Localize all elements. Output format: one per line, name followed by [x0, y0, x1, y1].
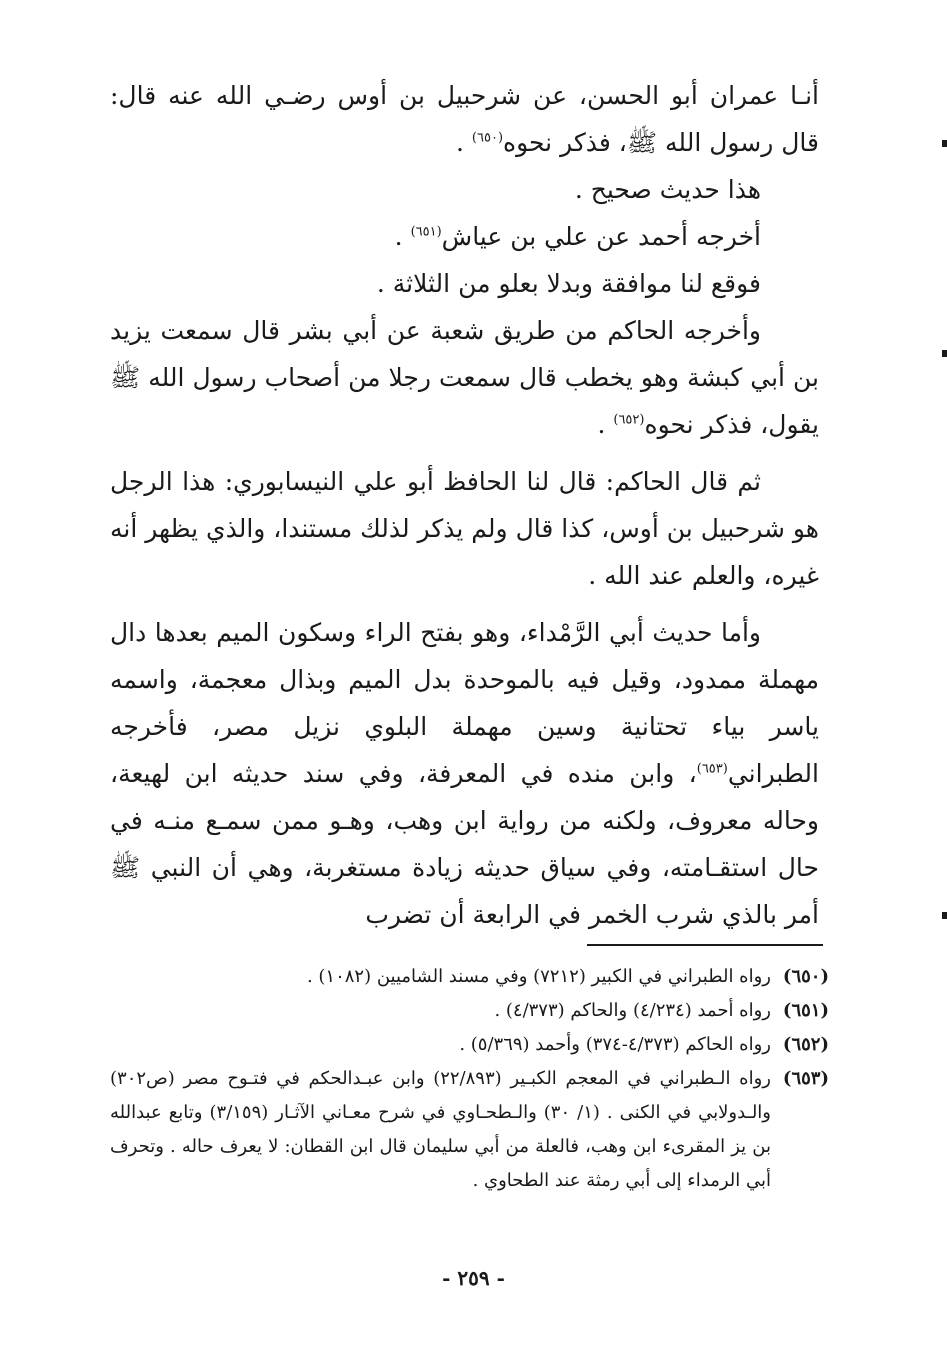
- page-number: - ٢٥٩ -: [442, 1266, 505, 1290]
- margin-mark: [942, 350, 947, 357]
- paragraph-4: فوقع لنا موافقة وبدلا بعلو من الثلاثة .: [376, 269, 761, 298]
- footnote-ref-650[interactable]: (٦٥٠): [471, 130, 504, 146]
- footnote-text: رواه أحمد (٤/٢٣٤) والحاكم (٤/٣٧٣) .: [494, 1000, 771, 1021]
- paragraph-3: أخرجه أحمد عن علي بن عياش$^{(٦٥١)}$ .: [394, 222, 761, 251]
- margin-mark: [942, 912, 947, 919]
- footnote-652: [110, 1028, 829, 1062]
- footnote-ref-652[interactable]: (٦٥٢): [613, 412, 645, 428]
- footnote-number: (٦٥٢): [782, 1034, 829, 1055]
- footnote-651: [110, 994, 829, 1028]
- paragraph-5: وأخرجه الحاكم من طريق شعبة عن أبي بشر قال سمعت يزيد بن أبي كبشة وهو يخطب قال سمعت رجلا من أصحاب رسول الله ﷺ يقول، فذكر نحوه$^{(٦٥٢)}$ .: [110, 316, 819, 439]
- footnote-text: رواه الطبراني في الكبير (٧٢١٢) وفي مسند الشاميين (١٠٨٢) .: [306, 966, 771, 987]
- footnote-text: رواه الحاكم (٤/٣٧٣-٣٧٤) وأحمد (٥/٣٦٩) .: [459, 1034, 771, 1055]
- main-text: [110, 72, 819, 938]
- paragraph-2: هذا حديث صحيح .: [574, 175, 761, 204]
- footnote-number: (٦٥٣): [782, 1068, 829, 1089]
- footnote-divider: [587, 944, 823, 946]
- footnote-number: (٦٥١): [782, 1000, 829, 1021]
- footnote-number: (٦٥٠): [782, 966, 829, 987]
- footnote-653: [110, 1062, 829, 1198]
- margin-mark: [942, 140, 947, 147]
- paragraph-6: ثم قال الحاكم: قال لنا الحافظ أبو علي النيسابوري: هذا الرجل هو شرحبيل بن أوس، كذا قال ولم يذكر لذلك مستندا، والذي يظهر أنه غيره، والعلم عند الله .: [110, 467, 819, 590]
- footnote-ref-651[interactable]: (٦٥١): [410, 224, 442, 240]
- footnotes: [110, 960, 829, 1198]
- footnote-text: رواه الـطبراني في المعجم الكبـير (٢٢/٨٩٣) وابن عبـدالحكم في فتـوح مصر (ص٣٠٢) والـدولابي في الكنى . (١/ ٣٠) والـطحـاوي في شرح معـاني الآثـار (٣/١٥٩) وتابع عبدالله بن يز المقرىء ابن وهب، فالعلة من أبي سليمان قال ابن القطان: لا يعرف حاله . وتحرف أبي الرمداء إلى أبي رمثة عند الطحاوي .: [110, 1068, 771, 1191]
- paragraph-1: أنـا عمران أبو الحسن، عن شرحبيل بن أوس رضـي الله عنه قال: قال رسول الله ﷺ، فذكر نحوه$^{(٦٥٠)}$ .: [110, 81, 819, 157]
- footnote-ref-653[interactable]: (٦٥٣): [696, 761, 728, 777]
- paragraph-7: وأما حديث أبي الرَّمْداء، وهو بفتح الراء وسكون الميم بعدها دال مهملة ممدود، وقيل فيه بالموحدة بدل الميم وبذال معجمة، واسمه ياسر بياء تحتانية وسين مهملة البلوي نزيل مصر، فأخرجه الطبراني$^{(٦٥٣)}$، وابن منده في المعرفة، وفي سند حديثه ابن لهيعة، وحاله معروف، ولكنه من رواية ابن وهب، وهـو ممن سمـع منـه في حال استقـامته، وفي سياق حديثه زيادة مستغربة، وهي أن النبي ﷺ أمر بالذي شرب الخمر في الرابعة أن تضرب: [110, 618, 819, 929]
- footnote-650: [110, 960, 829, 994]
